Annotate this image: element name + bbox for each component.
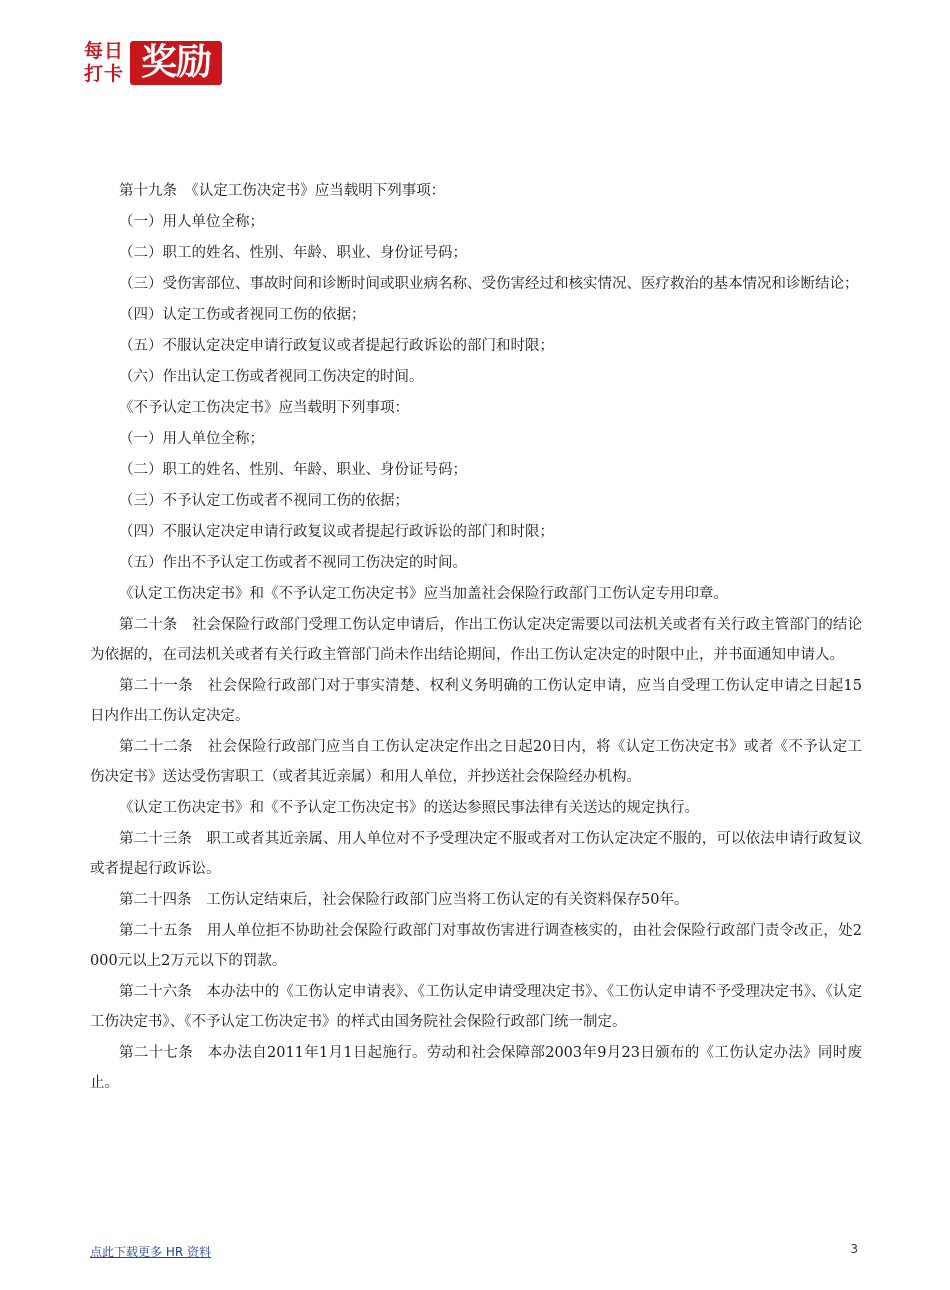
document-body [90, 176, 862, 1099]
paragraph: 第十九条 《认定工伤决定书》应当载明下列事项： [119, 183, 446, 199]
paragraph: 第二十条 社会保险行政部门受理工伤认定申请后，作出工伤认定决定需要以司法机关或者有关行政主管部门的结论为依据的，在司法机关或者有关行政主管部门尚未作出结论期间，作出工伤认定决定的时限中止，并书面通知申请人。 [90, 617, 862, 663]
paragraph: 《不予认定工伤决定书》应当载明下列事项： [119, 400, 409, 416]
paragraph: 第二十四条 工伤认定结束后，社会保险行政部门应当将工伤认定的有关资料保存50年。 [119, 892, 689, 908]
logo-line2: 打卡 [84, 63, 125, 85]
paragraph: （四）不服认定决定申请行政复议或者提起行政诉讼的部门和时限； [119, 524, 554, 540]
paragraph: （五）不服认定决定申请行政复议或者提起行政诉讼的部门和时限； [119, 338, 554, 354]
paragraph: 第二十七条 本办法自2011年1月1日起施行。劳动和社会保障部2003年9月23日颁布的《工伤认定办法》同时废止。 [90, 1045, 862, 1091]
paragraph: 第二十三条 职工或者其近亲属、用人单位对不予受理决定不服或者对工伤认定决定不服的，可以依法申请行政复议或者提起行政诉讼。 [90, 831, 862, 877]
paragraph: 第二十一条 社会保险行政部门对于事实清楚、权利义务明确的工伤认定申请，应当自受理工伤认定申请之日起15日内作出工伤认定决定。 [90, 678, 862, 724]
paragraph: 《认定工伤决定书》和《不予认定工伤决定书》应当加盖社会保险行政部门工伤认定专用印章。 [119, 586, 728, 602]
page-number: 3 [850, 1242, 858, 1256]
paragraph: （四）认定工伤或者视同工伤的依据； [119, 307, 366, 323]
paragraph: （一）用人单位全称； [119, 431, 264, 447]
paragraph: 第二十二条 社会保险行政部门应当自工伤认定决定作出之日起20日内，将《认定工伤决定书》或者《不予认定工伤决定书》送达受伤害职工（或者其近亲属）和用人单位，并抄送社会保险经办机构。 [90, 739, 862, 785]
logo-big-text: 奖励 [130, 41, 222, 85]
paragraph: （三）受伤害部位、事故时间和诊断时间或职业病名称、受伤害经过和核实情况、医疗救治的基本情况和诊断结论； [119, 276, 859, 292]
logo [84, 40, 224, 88]
paragraph: 第二十五条 用人单位拒不协助社会保险行政部门对事故伤害进行调查核实的，由社会保险行政部门责令改正，处2000元以上2万元以下的罚款。 [90, 923, 862, 969]
paragraph: 《认定工伤决定书》和《不予认定工伤决定书》的送达参照民事法律有关送达的规定执行。 [119, 800, 699, 816]
download-more-link[interactable]: 点此下载更多 HR 资料 [90, 1245, 211, 1259]
paragraph: （一）用人单位全称； [119, 214, 264, 230]
paragraph: （二）职工的姓名、性别、年龄、职业、身份证号码； [119, 462, 467, 478]
paragraph: （六）作出认定工伤或者视同工伤决定的时间。 [119, 369, 424, 385]
paragraph: 第二十六条 本办法中的《工伤认定申请表》、《工伤认定申请受理决定书》、《工伤认定申请不予受理决定书》、《认定工伤决定书》、《不予认定工伤决定书》的样式由国务院社会保险行政部门统一制定。 [90, 984, 862, 1030]
logo-line1: 每日 [84, 40, 125, 62]
logo-small-text [84, 40, 130, 88]
paragraph: （五）作出不予认定工伤或者不视同工伤决定的时间。 [119, 555, 467, 571]
paragraph: （三）不予认定工伤或者不视同工伤的依据； [119, 493, 409, 509]
paragraph: （二）职工的姓名、性别、年龄、职业、身份证号码； [119, 245, 467, 261]
